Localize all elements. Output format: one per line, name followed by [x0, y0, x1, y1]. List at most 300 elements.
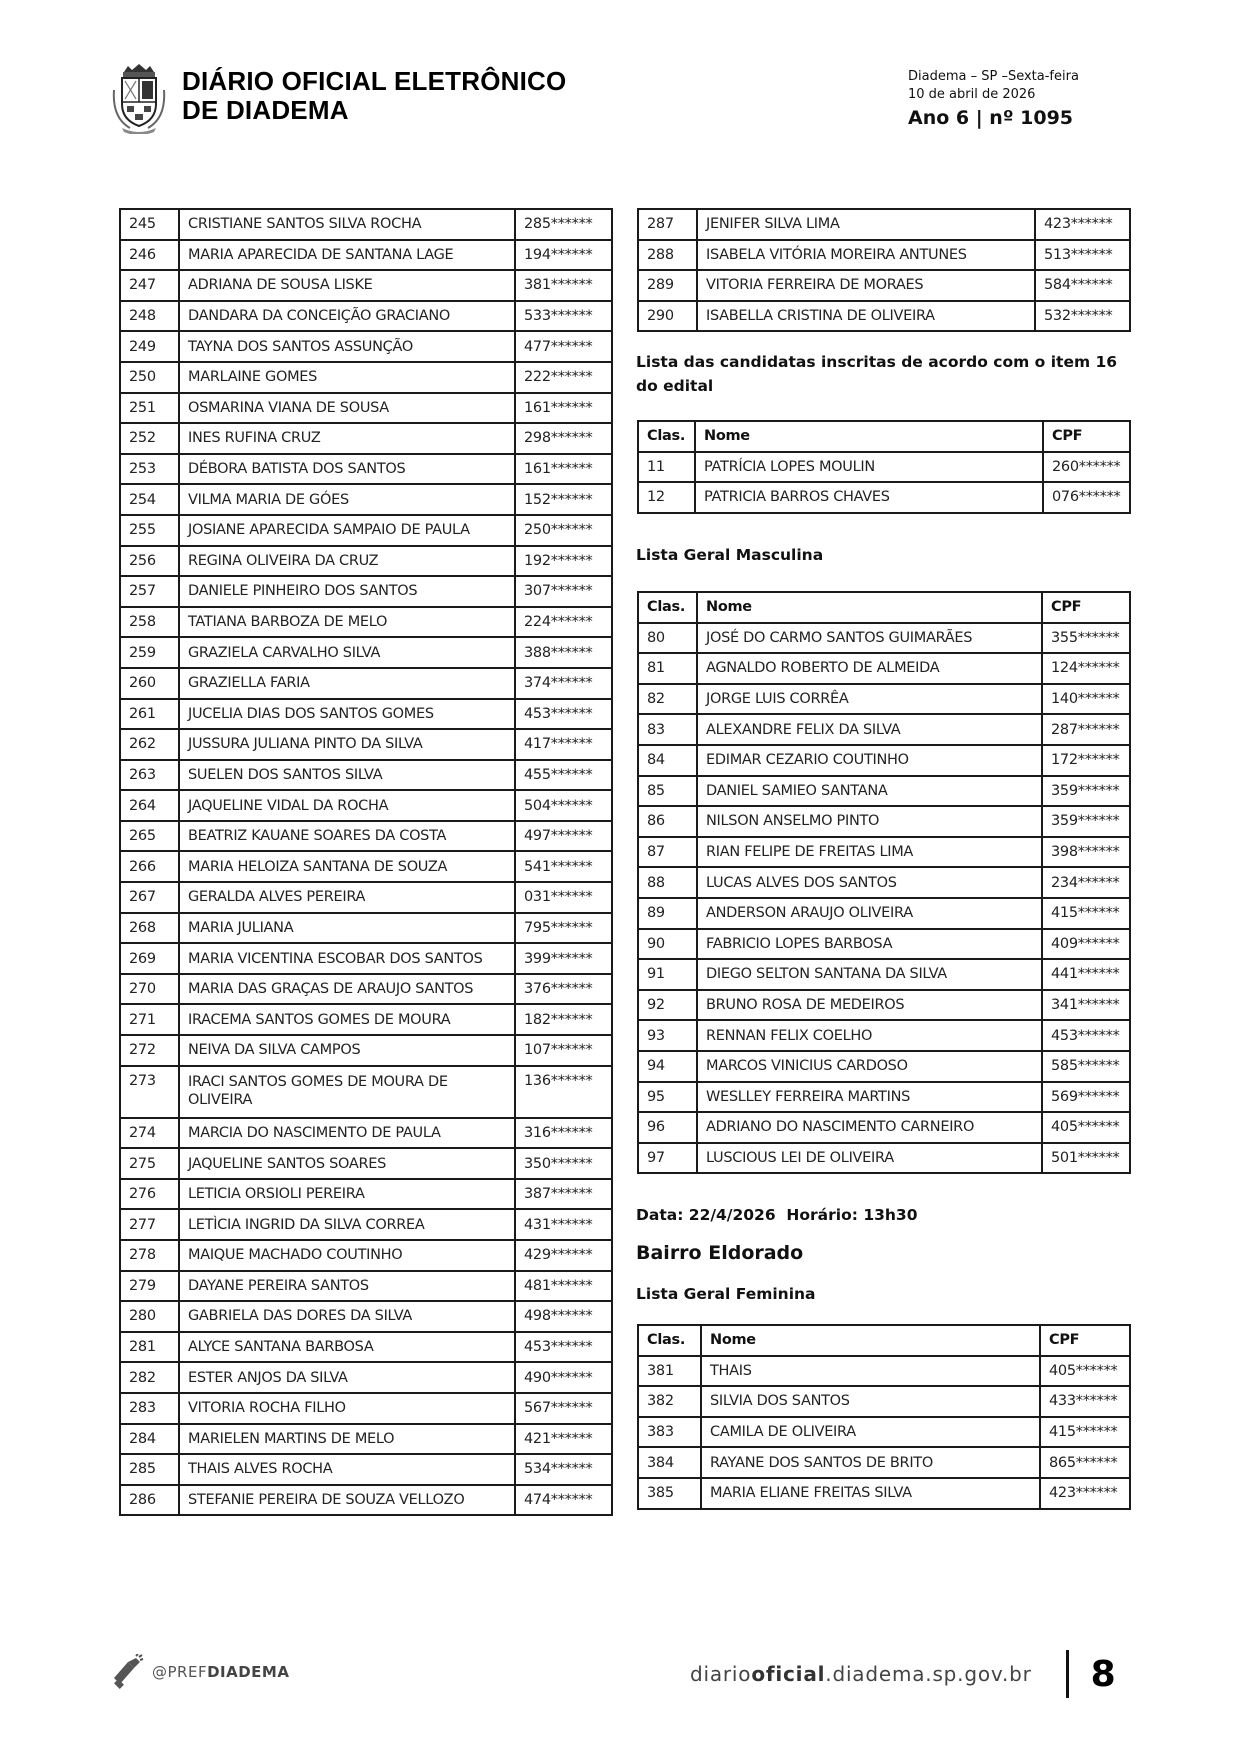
clas-cell: 269: [120, 943, 179, 974]
bairro-heading: Bairro Eldorado: [636, 1242, 804, 1264]
cpf-cell: 287******: [1042, 714, 1130, 745]
header-nome: Nome: [697, 592, 1042, 623]
cpf-cell: 285******: [515, 209, 612, 240]
table-row: [638, 745, 1130, 776]
handle-prefix: @PREF: [152, 1663, 208, 1681]
clas-cell: 263: [120, 760, 179, 791]
cpf-cell: 260******: [1043, 452, 1130, 483]
table-row: [120, 699, 612, 730]
cpf-cell: 388******: [515, 637, 612, 668]
table-row: [120, 362, 612, 393]
name-cell: EDIMAR CEZARIO COUTINHO: [697, 745, 1042, 776]
header-cpf: CPF: [1043, 421, 1130, 452]
cpf-cell: 405******: [1042, 1112, 1130, 1143]
header-cpf: CPF: [1042, 592, 1130, 623]
table-row: [638, 623, 1130, 654]
cpf-cell: 140******: [1042, 684, 1130, 715]
name-cell: CAMILA DE OLIVEIRA: [701, 1417, 1040, 1448]
cpf-cell: 533******: [515, 301, 612, 332]
cpf-cell: 429******: [515, 1240, 612, 1271]
table-row: [638, 452, 1130, 483]
table-row: [638, 776, 1130, 807]
header-nome: Nome: [695, 421, 1043, 452]
name-cell: CRISTIANE SANTOS SILVA ROCHA: [179, 209, 515, 240]
clas-cell: 246: [120, 240, 179, 271]
name-cell: FABRICIO LOPES BARBOSA: [697, 929, 1042, 960]
site-url-link[interactable]: [690, 1662, 1032, 1686]
clas-cell: 267: [120, 882, 179, 913]
name-cell: GABRIELA DAS DORES DA SILVA: [179, 1301, 515, 1332]
cpf-cell: 441******: [1042, 959, 1130, 990]
clas-cell: 80: [638, 623, 697, 654]
name-cell: GERALDA ALVES PEREIRA: [179, 882, 515, 913]
name-cell: JOSIANE APARECIDA SAMPAIO DE PAULA: [179, 515, 515, 546]
name-cell: THAIS ALVES ROCHA: [179, 1454, 515, 1485]
clas-cell: 288: [638, 240, 697, 271]
clas-cell: 247: [120, 270, 179, 301]
clas-cell: 258: [120, 607, 179, 638]
table-row: [120, 546, 612, 577]
table-row: [638, 898, 1130, 929]
item16-table-body: [638, 452, 1130, 513]
cpf-cell: 222******: [515, 362, 612, 393]
cpf-cell: 409******: [1042, 929, 1130, 960]
cpf-cell: 298******: [515, 423, 612, 454]
name-cell: DANIEL SAMIEO SANTANA: [697, 776, 1042, 807]
name-cell: INES RUFINA CRUZ: [179, 423, 515, 454]
cpf-cell: 161******: [515, 393, 612, 424]
header-clas: Clas.: [638, 592, 697, 623]
cpf-cell: 076******: [1043, 482, 1130, 513]
title-line-1: DIÁRIO OFICIAL ELETRÔNICO: [182, 66, 567, 96]
table-row: [120, 576, 612, 607]
name-cell: DANIELE PINHEIRO DOS SANTOS: [179, 576, 515, 607]
cpf-cell: 359******: [1042, 776, 1130, 807]
cpf-cell: 341******: [1042, 990, 1130, 1021]
cpf-cell: 398******: [1042, 837, 1130, 868]
name-cell: IRACEMA SANTOS GOMES DE MOURA: [179, 1004, 515, 1035]
name-cell: MARIA JULIANA: [179, 913, 515, 944]
table-row: [120, 209, 612, 240]
clas-cell: 271: [120, 1004, 179, 1035]
clas-cell: 284: [120, 1424, 179, 1455]
name-cell: JENIFER SILVA LIMA: [697, 209, 1035, 240]
table-row: [638, 959, 1130, 990]
left-table-body: [120, 209, 612, 1515]
cpf-cell: 172******: [1042, 745, 1130, 776]
table-row: [120, 1332, 612, 1363]
cpf-cell: 415******: [1042, 898, 1130, 929]
cpf-cell: 431******: [515, 1209, 612, 1240]
name-cell: SUELEN DOS SANTOS SILVA: [179, 760, 515, 791]
clas-cell: 268: [120, 913, 179, 944]
name-cell: GRAZIELA CARVALHO SILVA: [179, 637, 515, 668]
publication-date: 10 de abril de 2026: [908, 87, 1036, 102]
clas-cell: 270: [120, 974, 179, 1005]
table-row: [120, 301, 612, 332]
table-row: [638, 867, 1130, 898]
clas-cell: 88: [638, 867, 697, 898]
name-cell: LETICIA ORSIOLI PEREIRA: [179, 1179, 515, 1210]
name-cell: PATRICIA BARROS CHAVES: [695, 482, 1043, 513]
table-row: [120, 913, 612, 944]
name-cell: DAYANE PEREIRA SANTOS: [179, 1271, 515, 1302]
name-cell: IRACI SANTOS GOMES DE MOURA DE OLIVEIRA: [179, 1066, 515, 1118]
table-row: [120, 1240, 612, 1271]
name-cell: OSMARINA VIANA DE SOUSA: [179, 393, 515, 424]
handle-text: [152, 1663, 289, 1681]
right-top-table-body: [638, 209, 1130, 331]
cpf-cell: 795******: [515, 913, 612, 944]
cpf-cell: 417******: [515, 729, 612, 760]
clas-cell: 92: [638, 990, 697, 1021]
header-nome: Nome: [701, 1325, 1040, 1356]
masculina-heading: Lista Geral Masculina: [636, 546, 824, 564]
table-row: [120, 1271, 612, 1302]
cpf-cell: 381******: [515, 270, 612, 301]
clas-cell: 265: [120, 821, 179, 852]
cpf-cell: 423******: [1035, 209, 1130, 240]
clas-cell: 272: [120, 1035, 179, 1066]
table-row: [638, 270, 1130, 301]
table-row: [638, 990, 1130, 1021]
name-cell: BEATRIZ KAUANE SOARES DA COSTA: [179, 821, 515, 852]
clas-cell: 283: [120, 1393, 179, 1424]
table-row: [120, 454, 612, 485]
cpf-cell: 534******: [515, 1454, 612, 1485]
header-cpf: CPF: [1040, 1325, 1130, 1356]
table-row: [120, 637, 612, 668]
name-cell: GRAZIELLA FARIA: [179, 668, 515, 699]
clas-cell: 86: [638, 806, 697, 837]
name-cell: MARIA HELOIZA SANTANA DE SOUZA: [179, 851, 515, 882]
clas-cell: 89: [638, 898, 697, 929]
page-header: [110, 62, 1150, 142]
clas-cell: 96: [638, 1112, 697, 1143]
cpf-cell: 498******: [515, 1301, 612, 1332]
cpf-cell: 250******: [515, 515, 612, 546]
clas-cell: 262: [120, 729, 179, 760]
left-candidates-table: [119, 208, 613, 1516]
name-cell: STEFANIE PEREIRA DE SOUZA VELLOZO: [179, 1485, 515, 1516]
name-cell: PATRÍCIA LOPES MOULIN: [695, 452, 1043, 483]
name-cell: JAQUELINE VIDAL DA ROCHA: [179, 790, 515, 821]
clas-cell: 290: [638, 301, 697, 332]
edition-number: Ano 6 | nº 1095: [908, 107, 1074, 129]
clas-cell: 253: [120, 454, 179, 485]
name-cell: REGINA OLIVEIRA DA CRUZ: [179, 546, 515, 577]
cpf-cell: 359******: [1042, 806, 1130, 837]
name-cell: JOSÉ DO CARMO SANTOS GUIMARÃES: [697, 623, 1042, 654]
name-cell: TATIANA BARBOZA DE MELO: [179, 607, 515, 638]
clas-cell: 282: [120, 1362, 179, 1393]
name-cell: BRUNO ROSA DE MEDEIROS: [697, 990, 1042, 1021]
name-cell: ISABELA VITÓRIA MOREIRA ANTUNES: [697, 240, 1035, 271]
table-row: [120, 790, 612, 821]
table-row: [120, 607, 612, 638]
clas-cell: 276: [120, 1179, 179, 1210]
clas-cell: 90: [638, 929, 697, 960]
clas-cell: 12: [638, 482, 695, 513]
clas-cell: 264: [120, 790, 179, 821]
cpf-cell: 501******: [1042, 1143, 1130, 1174]
table-row: [120, 1485, 612, 1516]
clas-cell: 83: [638, 714, 697, 745]
clas-cell: 275: [120, 1148, 179, 1179]
table-row: [638, 1417, 1130, 1448]
clas-cell: 257: [120, 576, 179, 607]
cpf-cell: 497******: [515, 821, 612, 852]
cpf-cell: 355******: [1042, 623, 1130, 654]
clas-cell: 256: [120, 546, 179, 577]
cpf-cell: 453******: [515, 699, 612, 730]
item16-heading: Lista das candidatas inscritas de acordo com o item 16 do edital: [636, 353, 1118, 395]
table-row: [638, 714, 1130, 745]
table-row: [120, 393, 612, 424]
cpf-cell: 477******: [515, 331, 612, 362]
title-line-2: DE DIADEMA: [182, 95, 349, 125]
clas-cell: 277: [120, 1209, 179, 1240]
clas-cell: 381: [638, 1356, 701, 1387]
url-pre: diario: [690, 1662, 752, 1686]
name-cell: WESLLEY FERREIRA MARTINS: [697, 1082, 1042, 1113]
clas-cell: 285: [120, 1454, 179, 1485]
table-row: [638, 482, 1130, 513]
header-clas: Clas.: [638, 1325, 701, 1356]
feminina-table-body: [638, 1356, 1130, 1509]
table-row: [638, 1020, 1130, 1051]
clas-cell: 97: [638, 1143, 697, 1174]
location-day: Diadema – SP –Sexta-feira: [908, 69, 1079, 84]
table-row: [120, 1148, 612, 1179]
name-cell: LUSCIOUS LEI DE OLIVEIRA: [697, 1143, 1042, 1174]
clas-cell: 286: [120, 1485, 179, 1516]
cpf-cell: 490******: [515, 1362, 612, 1393]
table-row: [120, 331, 612, 362]
cpf-cell: 194******: [515, 240, 612, 271]
cpf-cell: 107******: [515, 1035, 612, 1066]
clas-cell: 279: [120, 1271, 179, 1302]
cpf-cell: 453******: [1042, 1020, 1130, 1051]
name-cell: VITORIA FERREIRA DE MORAES: [697, 270, 1035, 301]
table-row: [120, 760, 612, 791]
table-row: [120, 484, 612, 515]
name-cell: THAIS: [701, 1356, 1040, 1387]
clas-cell: 384: [638, 1447, 701, 1478]
name-cell: DIEGO SELTON SANTANA DA SILVA: [697, 959, 1042, 990]
name-cell: JUSSURA JULIANA PINTO DA SILVA: [179, 729, 515, 760]
table-row: [120, 515, 612, 546]
table-row: [638, 1143, 1130, 1174]
clas-cell: 249: [120, 331, 179, 362]
table-header-row: [638, 421, 1130, 452]
cpf-cell: 423******: [1040, 1478, 1130, 1509]
table-header-row: [638, 592, 1130, 623]
name-cell: DANDARA DA CONCEIÇÃO GRACIANO: [179, 301, 515, 332]
footer-divider: [1066, 1650, 1069, 1698]
table-row: [120, 1179, 612, 1210]
table-row: [638, 929, 1130, 960]
name-cell: MARCIA DO NASCIMENTO DE PAULA: [179, 1118, 515, 1149]
cpf-cell: 124******: [1042, 653, 1130, 684]
clas-cell: 85: [638, 776, 697, 807]
table-row: [638, 806, 1130, 837]
cpf-cell: 865******: [1040, 1447, 1130, 1478]
cpf-cell: 031******: [515, 882, 612, 913]
megaphone-icon: [110, 1654, 144, 1690]
item16-table: [637, 420, 1131, 514]
clas-cell: 281: [120, 1332, 179, 1363]
name-cell: VITORIA ROCHA FILHO: [179, 1393, 515, 1424]
table-row: [120, 1035, 612, 1066]
page-title: [182, 67, 566, 125]
name-cell: SILVIA DOS SANTOS: [701, 1386, 1040, 1417]
name-cell: RENNAN FELIX COELHO: [697, 1020, 1042, 1051]
name-cell: MARIA ELIANE FREITAS SILVA: [701, 1478, 1040, 1509]
name-cell: LUCAS ALVES DOS SANTOS: [697, 867, 1042, 898]
url-post: .diadema.sp.gov.br: [825, 1662, 1032, 1686]
cpf-cell: 350******: [515, 1148, 612, 1179]
cpf-cell: 234******: [1042, 867, 1130, 898]
name-cell: ADRIANA DE SOUSA LISKE: [179, 270, 515, 301]
table-row: [638, 209, 1130, 240]
cpf-cell: 474******: [515, 1485, 612, 1516]
table-row: [638, 1386, 1130, 1417]
clas-cell: 289: [638, 270, 697, 301]
name-cell: MARCOS VINICIUS CARDOSO: [697, 1051, 1042, 1082]
name-cell: VILMA MARIA DE GÓES: [179, 484, 515, 515]
clas-cell: 252: [120, 423, 179, 454]
cpf-cell: 541******: [515, 851, 612, 882]
name-cell: ISABELLA CRISTINA DE OLIVEIRA: [697, 301, 1035, 332]
cpf-cell: 532******: [1035, 301, 1130, 332]
table-row: [638, 1356, 1130, 1387]
table-row: [638, 240, 1130, 271]
clas-cell: 382: [638, 1386, 701, 1417]
cpf-cell: 567******: [515, 1393, 612, 1424]
clas-cell: 254: [120, 484, 179, 515]
page-number: 8: [1090, 1653, 1116, 1695]
feminina-heading: Lista Geral Feminina: [636, 1285, 816, 1303]
clas-cell: 245: [120, 209, 179, 240]
schedule-date-time: Data: 22/4/2026 Horário: 13h30: [636, 1206, 918, 1224]
table-row: [638, 837, 1130, 868]
cpf-cell: 192******: [515, 546, 612, 577]
cpf-cell: 504******: [515, 790, 612, 821]
right-continuation-table: [637, 208, 1131, 332]
cpf-cell: 376******: [515, 974, 612, 1005]
clas-cell: 81: [638, 653, 697, 684]
table-row: [120, 1301, 612, 1332]
masculina-table-body: [638, 623, 1130, 1174]
cpf-cell: 316******: [515, 1118, 612, 1149]
clas-cell: 278: [120, 1240, 179, 1271]
table-row: [638, 1112, 1130, 1143]
table-row: [638, 1478, 1130, 1509]
table-row: [120, 974, 612, 1005]
name-cell: DÉBORA BATISTA DOS SANTOS: [179, 454, 515, 485]
table-row: [120, 1454, 612, 1485]
cpf-cell: 224******: [515, 607, 612, 638]
table-row: [120, 1118, 612, 1149]
clas-cell: 94: [638, 1051, 697, 1082]
clas-cell: 260: [120, 668, 179, 699]
table-row: [120, 851, 612, 882]
municipal-crest-icon: [110, 62, 168, 134]
name-cell: TAYNA DOS SANTOS ASSUNÇÃO: [179, 331, 515, 362]
cpf-cell: 405******: [1040, 1356, 1130, 1387]
table-row: [120, 729, 612, 760]
clas-cell: 11: [638, 452, 695, 483]
url-bold: oficial: [751, 1662, 826, 1686]
edition-info: [908, 68, 1079, 131]
table-row: [120, 423, 612, 454]
clas-cell: 84: [638, 745, 697, 776]
cpf-cell: 433******: [1040, 1386, 1130, 1417]
cpf-cell: 307******: [515, 576, 612, 607]
cpf-cell: 374******: [515, 668, 612, 699]
name-cell: RAYANE DOS SANTOS DE BRITO: [701, 1447, 1040, 1478]
table-row: [638, 1082, 1130, 1113]
cpf-cell: 136******: [515, 1066, 612, 1118]
table-row: [120, 240, 612, 271]
feminina-table: [637, 1324, 1131, 1510]
clas-cell: 273: [120, 1066, 179, 1118]
clas-cell: 250: [120, 362, 179, 393]
table-row: [638, 653, 1130, 684]
name-cell: RIAN FELIPE DE FREITAS LIMA: [697, 837, 1042, 868]
clas-cell: 87: [638, 837, 697, 868]
table-row: [638, 684, 1130, 715]
table-row: [120, 1209, 612, 1240]
cpf-cell: 399******: [515, 943, 612, 974]
name-cell: JUCELIA DIAS DOS SANTOS GOMES: [179, 699, 515, 730]
name-cell: LETÌCIA INGRID DA SILVA CORREA: [179, 1209, 515, 1240]
table-row: [120, 668, 612, 699]
clas-cell: 93: [638, 1020, 697, 1051]
name-cell: NEIVA DA SILVA CAMPOS: [179, 1035, 515, 1066]
name-cell: ALEXANDRE FELIX DA SILVA: [697, 714, 1042, 745]
clas-cell: 91: [638, 959, 697, 990]
clas-cell: 251: [120, 393, 179, 424]
clas-cell: 261: [120, 699, 179, 730]
table-row: [120, 1004, 612, 1035]
name-cell: MARIELEN MARTINS DE MELO: [179, 1424, 515, 1455]
name-cell: MARLAINE GOMES: [179, 362, 515, 393]
name-cell: MARIA DAS GRAÇAS DE ARAUJO SANTOS: [179, 974, 515, 1005]
clas-cell: 287: [638, 209, 697, 240]
cpf-cell: 152******: [515, 484, 612, 515]
clas-cell: 280: [120, 1301, 179, 1332]
clas-cell: 274: [120, 1118, 179, 1149]
clas-cell: 259: [120, 637, 179, 668]
name-cell: MARIA APARECIDA DE SANTANA LAGE: [179, 240, 515, 271]
clas-cell: 82: [638, 684, 697, 715]
name-cell: ADRIANO DO NASCIMENTO CARNEIRO: [697, 1112, 1042, 1143]
handle-bold: DIADEMA: [207, 1663, 290, 1681]
footer-right: [690, 1652, 1116, 1696]
social-handle[interactable]: [110, 1652, 289, 1692]
cpf-cell: 481******: [515, 1271, 612, 1302]
clas-cell: 266: [120, 851, 179, 882]
name-cell: JORGE LUIS CORRÊA: [697, 684, 1042, 715]
clas-cell: 248: [120, 301, 179, 332]
clas-cell: 385: [638, 1478, 701, 1509]
cpf-cell: 569******: [1042, 1082, 1130, 1113]
table-row: [120, 1424, 612, 1455]
table-header-row: [638, 1325, 1130, 1356]
clas-cell: 255: [120, 515, 179, 546]
